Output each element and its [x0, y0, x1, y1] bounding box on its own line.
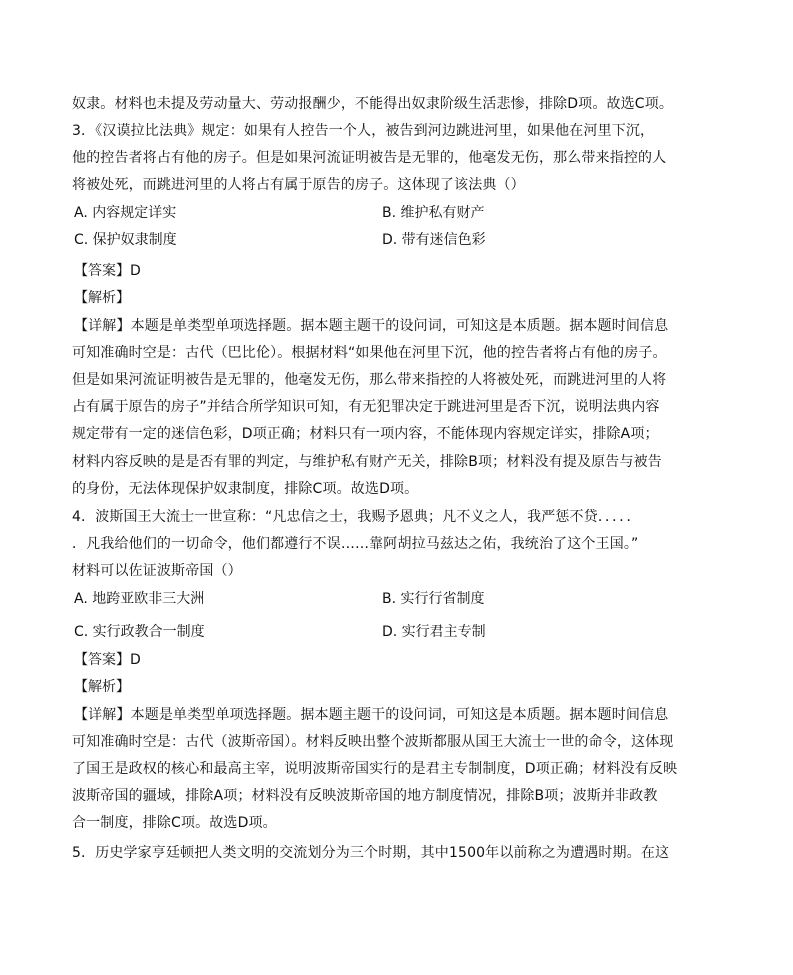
q3-option-c: C. 保护奴隶制度 — [74, 232, 177, 248]
q3-detail-line-3: 但是如果河流证明被告是无罪的，他毫发无伤，那么带来指控的人将被处死，而跳进河里的人将 — [72, 372, 667, 388]
q3-option-d: D. 带有迷信色彩 — [382, 232, 486, 248]
q3-stem-line-3: 将被处死，而跳进河里的人将占有属于原告的房子。这体现了该法典（） — [72, 177, 525, 193]
q4-option-c: C. 实行政教合一制度 — [74, 624, 205, 640]
q3-stem-line-1: 3．《汉谟拉比法典》规定：如果有人控告一个人，被告到河边跳进河里，如果他在河里下沉， — [72, 123, 655, 139]
q4-detail-line-5: 合一制度，排除C项。故选D项。 — [72, 815, 277, 831]
q4-analysis-label: 【解析】 — [74, 679, 130, 695]
q4-option-a: A. 地跨亚欧非三大洲 — [74, 591, 205, 607]
q3-detail-line-7: 的身份，无法体现保护奴隶制度，排除C项。故选D项。 — [72, 481, 419, 497]
q3-option-a: A. 内容规定详实 — [74, 205, 177, 221]
q4-detail-line-1: 【详解】本题是单类型单项选择题。据本题主题干的设问词，可知这是本质题。据本题时间信息 — [74, 707, 669, 723]
q4-option-b: B. 实行行省制度 — [382, 591, 485, 607]
q3-detail-line-5: 规定带有一定的迷信色彩，D项正确；材料只有一项内容，不能体现内容规定详实，排除A项； — [72, 426, 659, 442]
q3-detail-line-4: 占有属于原告的房子”并结合所学知识可知，有无犯罪决定于跳进河里是否下沉，说明法典内容 — [72, 399, 660, 415]
q4-stem-line-3: 材料可以佐证波斯帝国（） — [72, 563, 242, 579]
q3-detail-line-1: 【详解】本题是单类型单项选择题。据本题主题干的设问词，可知这是本质题。据本题时间信息 — [74, 318, 669, 334]
prev-answer-continuation: 奴隶。材料也未提及劳动量大、劳动报酬少，不能得出奴隶阶级生活悲惨，排除D项。故选C项。 — [72, 96, 674, 112]
q3-stem-line-2: 他的控告者将占有他的房子。但是如果河流证明被告是无罪的，他毫发无伤，那么带来指控的人 — [72, 150, 667, 166]
q3-option-b: B. 维护私有财产 — [382, 205, 485, 221]
q4-detail-line-2: 可知准确时空是：古代（波斯帝国）。材料反映出整个波斯都服从国王大流士一世的命令，这体现 — [72, 734, 674, 750]
q4-stem-line-2: ．凡我给他们的一切命令，他们都遵行不误……靠阿胡拉马兹达之佑，我统治了这个王国。” — [72, 536, 639, 552]
q4-answer: 【答案】D — [74, 652, 141, 668]
q4-detail-line-3: 了国王是政权的核心和最高主宰，说明波斯帝国实行的是君主专制制度，D项正确；材料没有反映 — [72, 761, 678, 777]
q4-stem-line-1: 4．波斯国王大流士一世宣称：“凡忠信之士，我赐予恩典；凡不义之人，我严惩不贷．．．．． — [72, 509, 641, 525]
q3-analysis-label: 【解析】 — [74, 290, 130, 306]
q5-stem-line-1: 5．历史学家亨廷顿把人类文明的交流划分为三个时期，其中1500年以前称之为遭遇时期。在这 — [72, 845, 670, 861]
q3-detail-line-2: 可知准确时空是：古代（巴比伦）。根据材料“如果他在河里下沉，他的控告者将占有他的房子。 — [72, 345, 667, 361]
q4-detail-line-4: 波斯帝国的疆域，排除A项；材料没有反映波斯帝国的地方制度情况，排除B项；波斯并非政教 — [72, 788, 658, 804]
q4-option-d: D. 实行君主专制 — [382, 624, 486, 640]
q3-answer: 【答案】D — [74, 263, 141, 279]
q3-detail-line-6: 材料内容反映的是是否有罪的判定，与维护私有财产无关，排除B项；材料没有提及原告与被告 — [72, 454, 662, 470]
